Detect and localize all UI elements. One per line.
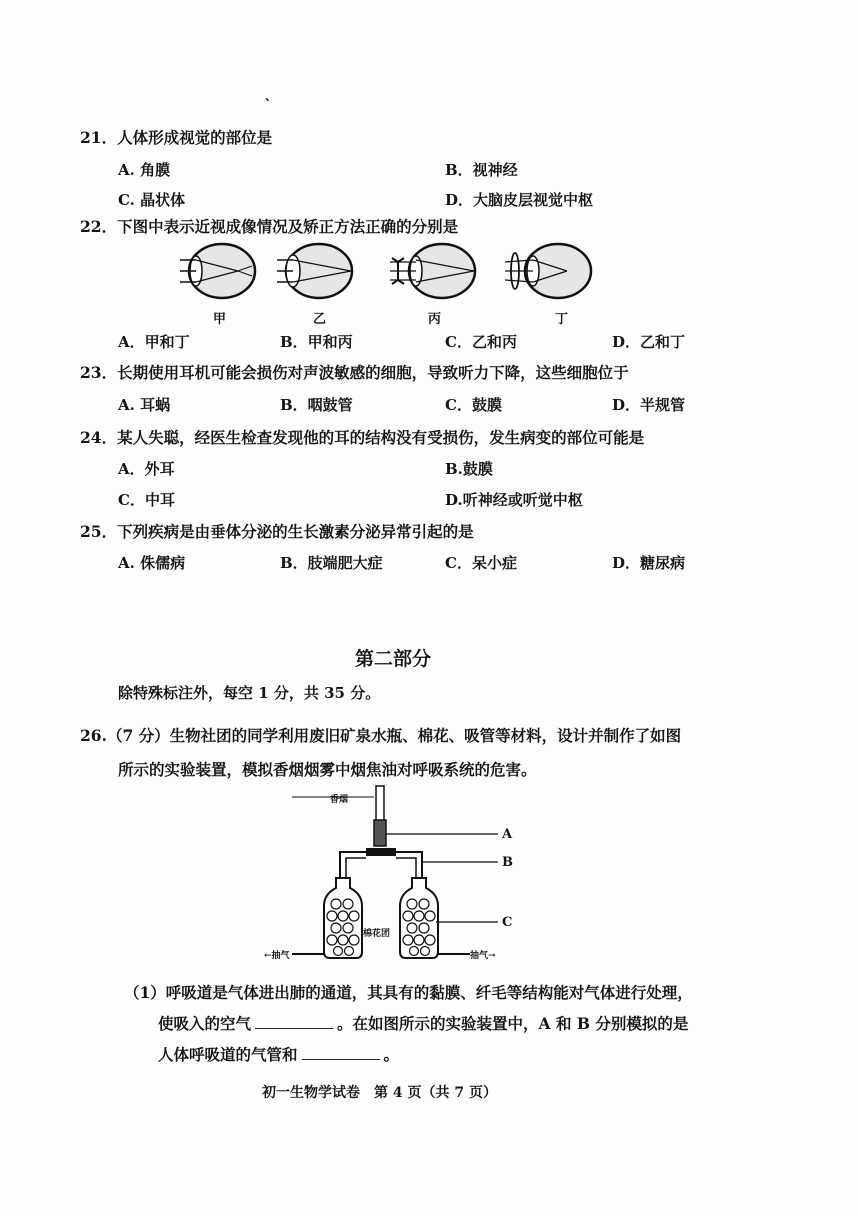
q25-option-c: C．呆小症 — [445, 554, 517, 572]
eye-diagram-ding — [505, 240, 595, 302]
q22-option-b: B．甲和丙 — [280, 333, 353, 351]
smoking-apparatus-diagram — [262, 782, 522, 972]
part2-note: 除特殊标注外，每空 1 分，共 35 分。 — [118, 684, 381, 702]
part2-title: 第二部分 — [355, 648, 432, 670]
q24-option-d: D.听神经或听觉中枢 — [445, 491, 583, 509]
q24-stem: 24．某人失聪，经医生检查发现他的耳的结构没有受损伤，发生病变的部位可能是 — [80, 428, 645, 447]
label-b: B — [502, 855, 513, 870]
stray-mark: 、 — [265, 89, 278, 103]
q26-sub1-line2-start: 使吸入的空气 — [158, 1014, 252, 1033]
q24-option-b: B.鼓膜 — [445, 460, 493, 478]
q25-option-b: B．肢端肥大症 — [280, 554, 383, 572]
q25-option-d: D．糖尿病 — [612, 554, 686, 572]
q21-option-c: C. 晶状体 — [118, 191, 186, 209]
q24-option-c: C．中耳 — [118, 491, 175, 509]
q26-sub1-line1: （1）呼吸道是气体进出肺的通道，其具有的黏膜、纤毛等结构能对气体进行处理， — [124, 983, 693, 1002]
label-pump-right: 抽气→ — [470, 951, 496, 961]
eye-diagram-yi — [277, 240, 357, 302]
figure-label-ding: 丁 — [555, 312, 569, 327]
label-pump-left: ←抽气 — [264, 951, 290, 961]
q26-sub1-line3-start: 人体呼吸道的气管和 — [158, 1045, 298, 1064]
q23-stem: 23．长期使用耳机可能会损伤对声波敏感的细胞，导致听力下降，这些细胞位于 — [80, 363, 629, 382]
q22-option-a: A．甲和丁 — [118, 333, 190, 351]
q23-option-a: A. 耳蜗 — [118, 396, 171, 414]
q22-option-d: D．乙和丁 — [612, 333, 686, 351]
label-cigarette: 香烟 — [330, 795, 349, 805]
q26-sub1-line3 — [158, 1045, 399, 1065]
q23-option-d: D．半规管 — [612, 396, 686, 414]
q26-sub1-line3-end: 。 — [383, 1045, 400, 1064]
q26-stem-line1: 26.（7 分）生物社团的同学利用废旧矿泉水瓶、棉花、吸管等材料，设计并制作了如图 — [80, 726, 682, 745]
page-footer: 初一生物学试卷 第 4 页（共 7 页） — [262, 1085, 497, 1101]
q26-sub1-line2-end: 。在如图所示的实验装置中，A 和 B 分别模拟的是 — [337, 1014, 689, 1033]
figure-label-bing: 丙 — [428, 312, 442, 327]
q22-option-c: C．乙和丙 — [445, 333, 517, 351]
eye-diagram-bing — [390, 240, 480, 302]
label-a: A — [502, 827, 513, 842]
q21-option-a: A. 角膜 — [118, 161, 171, 179]
figure-label-jia: 甲 — [213, 312, 227, 327]
answer-blank-1[interactable] — [255, 1014, 333, 1029]
q21-option-b: B．视神经 — [445, 161, 518, 179]
q24-option-a: A．外耳 — [118, 460, 175, 478]
q21-stem: 21．人体形成视觉的部位是 — [80, 128, 273, 147]
label-cotton: 棉花团 — [363, 924, 390, 944]
answer-blank-2[interactable] — [302, 1045, 380, 1060]
label-c: C — [502, 915, 513, 930]
q23-option-c: C．鼓膜 — [445, 396, 502, 414]
q25-option-a: A. 侏儒病 — [118, 554, 186, 572]
q25-stem: 25．下列疾病是由垂体分泌的生长激素分泌异常引起的是 — [80, 522, 474, 541]
figure-label-yi: 乙 — [313, 312, 327, 327]
q22-stem: 22．下图中表示近视成像情况及矫正方法正确的分别是 — [80, 217, 459, 236]
q23-option-b: B．咽鼓管 — [280, 396, 353, 414]
q26-stem-line2: 所示的实验装置，模拟香烟烟雾中烟焦油对呼吸系统的危害。 — [118, 760, 537, 779]
q21-option-d: D．大脑皮层视觉中枢 — [445, 191, 594, 209]
q26-sub1-line2 — [158, 1014, 688, 1034]
eye-diagram-jia — [180, 240, 260, 302]
